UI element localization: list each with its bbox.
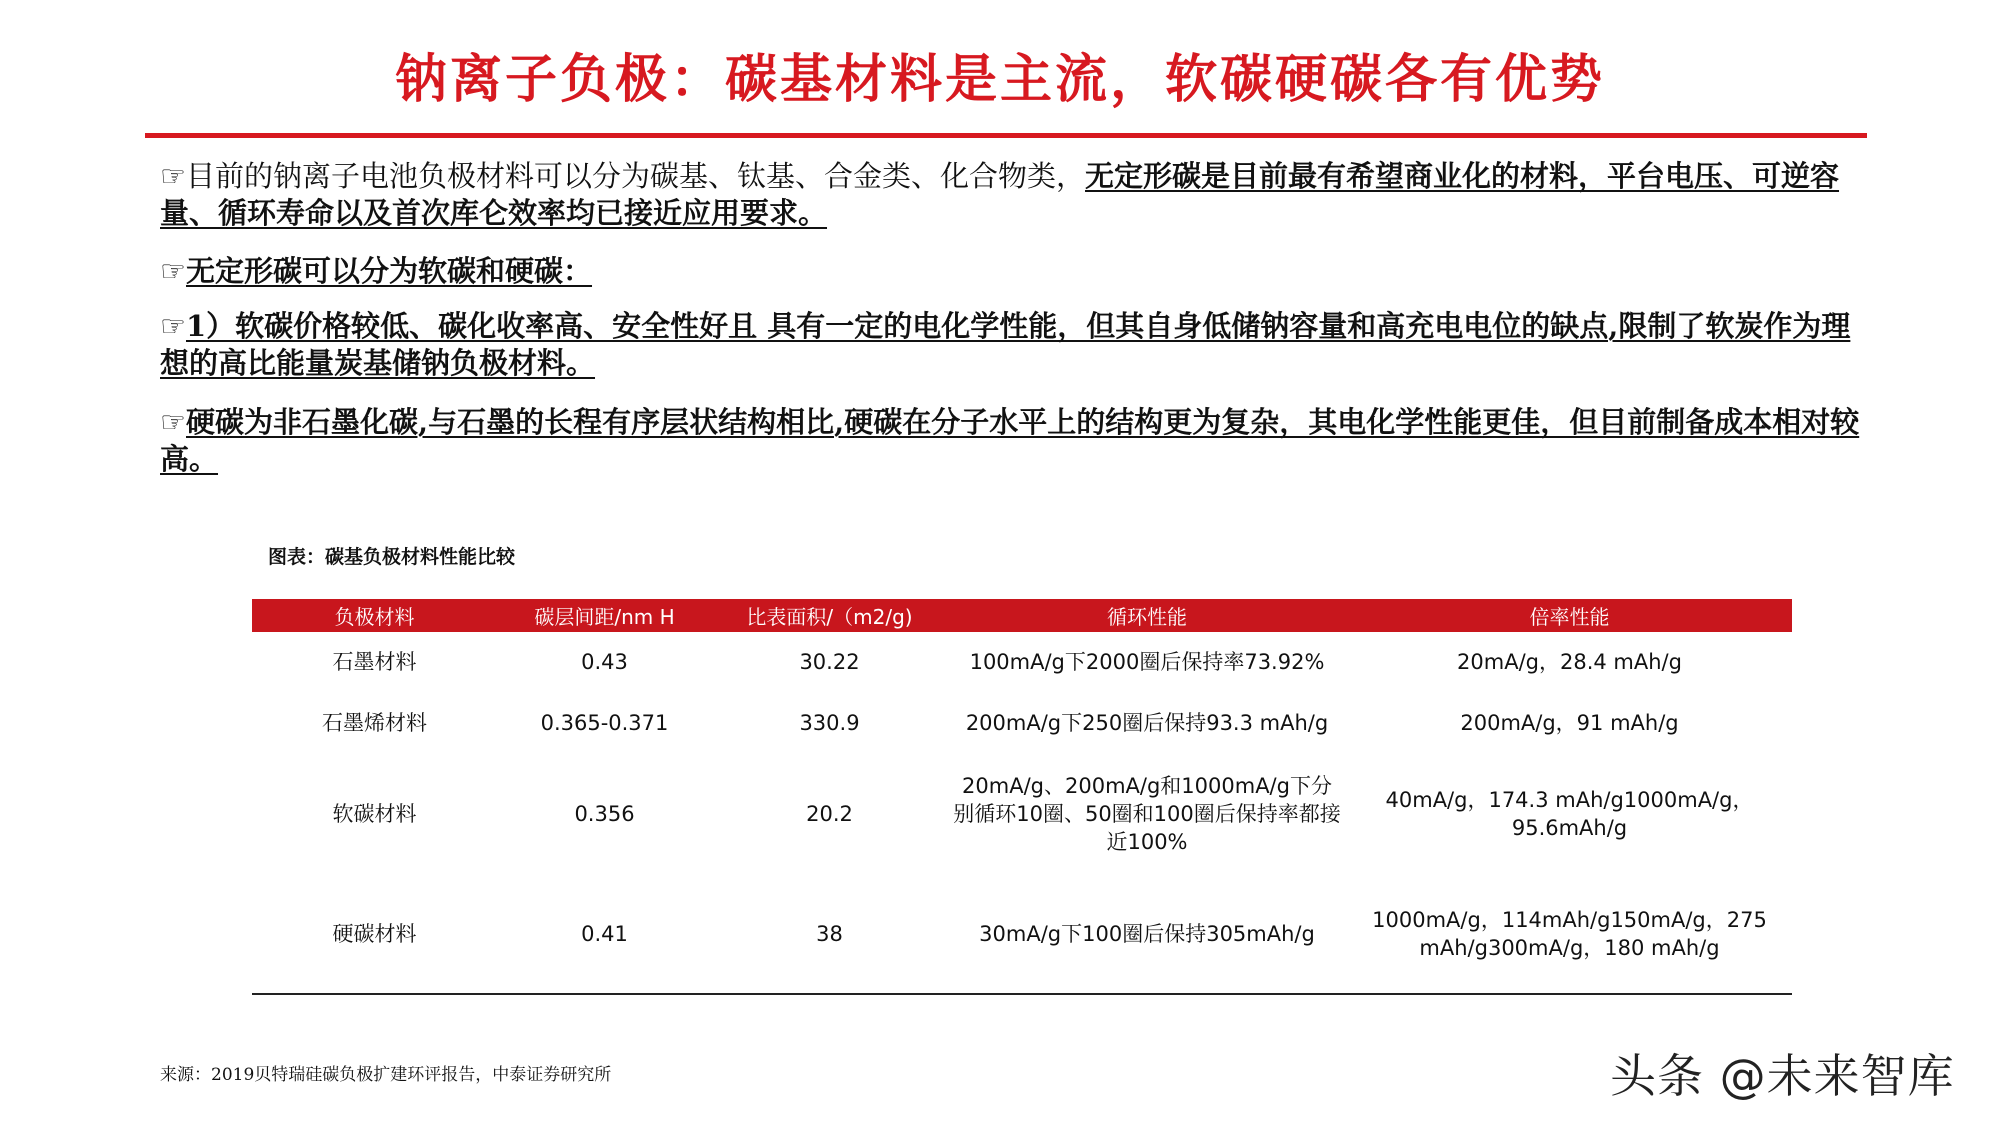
table-cell: 石墨烯材料 [322, 711, 427, 735]
table-cell: 硬碳材料 [332, 922, 417, 946]
table-cell: 0.43 [581, 650, 628, 674]
column-header: 负极材料 [334, 605, 415, 629]
table-cell: 20mA/g，28.4 mAh/g [1457, 650, 1682, 674]
table-cell: 0.41 [581, 922, 628, 946]
figure-caption: 图表：碳基负极材料性能比较 [268, 546, 516, 568]
table-row [252, 874, 1792, 994]
paragraph-4-emphasis: 硬碳为非石墨化碳,与石墨的长程有序层状结构相比,硬碳在分子水平上的结构更为复杂，其电化学性能更佳，但目前制备成本相对较高。 [160, 405, 1860, 476]
column-header: 碳层间距/nm H [534, 605, 675, 629]
column-header: 倍率性能 [1529, 605, 1610, 629]
table-cell: 20mA/g、200mA/g和1000mA/g下分别循环10圈、50圈和100圈后保持率都接近100% [953, 774, 1341, 854]
page-title: 钠离子负极：碳基材料是主流，软碳硬碳各有优势 [394, 49, 1605, 110]
table-header-row [252, 599, 1792, 632]
table-cell: 石墨材料 [332, 650, 417, 674]
title-divider [145, 133, 1867, 138]
paragraph-1-emphasis: 无定形碳是目前最有希望商业化的材料，平台电压、可逆容量、循环寿命以及首次库仑效率均已接近应用要求。 [160, 159, 1840, 230]
watermark: 头条 @未来智库 [1610, 1049, 1955, 1103]
paragraph-3 [160, 308, 1860, 382]
table-cell: 20.2 [806, 802, 853, 826]
column-header: 循环性能 [1107, 605, 1187, 629]
table-cell: 30mA/g下100圈后保持305mAh/g [979, 922, 1315, 946]
table-cell: 0.356 [574, 802, 635, 826]
paragraph-3-emphasis: 1）软碳价格较低、碳化收率高、安全性好且 具有一定的电化学性能，但其自身低储钠容量和高充电电位的缺点,限制了软炭作为理想的高比能量炭基储钠负极材料。 [160, 309, 1851, 380]
paragraph-1 [160, 158, 1860, 232]
table-row [252, 754, 1792, 874]
table-row [252, 692, 1792, 754]
paragraph-1-plain: 目前的钠离子电池负极材料可以分为碳基、钛基、合金类、化合物类， [186, 159, 1086, 193]
hand-pointer-icon: ☞ [160, 405, 186, 439]
table-cell: 100mA/g下2000圈后保持率73.92% [969, 650, 1325, 674]
hand-pointer-icon: ☞ [160, 254, 186, 288]
comparison-table [252, 599, 1792, 994]
table-row [252, 632, 1792, 692]
hand-pointer-icon: ☞ [160, 159, 186, 193]
table-cell: 0.365-0.371 [540, 711, 669, 735]
paragraph-4 [160, 404, 1860, 478]
paragraph-2-emphasis: 无定形碳可以分为软碳和硬碳： [186, 254, 593, 288]
table-cell: 330.9 [799, 711, 860, 735]
paragraph-2 [160, 253, 1860, 290]
table-cell: 30.22 [799, 650, 860, 674]
source-note: 来源：2019贝特瑞硅碳负极扩建环评报告，中泰证券研究所 [160, 1065, 612, 1085]
table-bottom-rule [252, 993, 1792, 995]
table-cell: 38 [816, 922, 843, 946]
table-cell: 200mA/g，91 mAh/g [1460, 711, 1679, 735]
table-cell: 200mA/g下250圈后保持93.3 mAh/g [965, 711, 1329, 735]
table-cell: 1000mA/g，114mAh/g150mA/g，275 mAh/g300mA/g，180 mAh/g [1372, 908, 1767, 960]
table-cell: 软碳材料 [332, 802, 417, 826]
column-header: 比表面积/（m2/g) [746, 605, 913, 629]
table-cell: 40mA/g，174.3 mAh/g1000mA/g，95.6mAh/g [1385, 788, 1754, 840]
hand-pointer-icon: ☞ [160, 309, 186, 343]
